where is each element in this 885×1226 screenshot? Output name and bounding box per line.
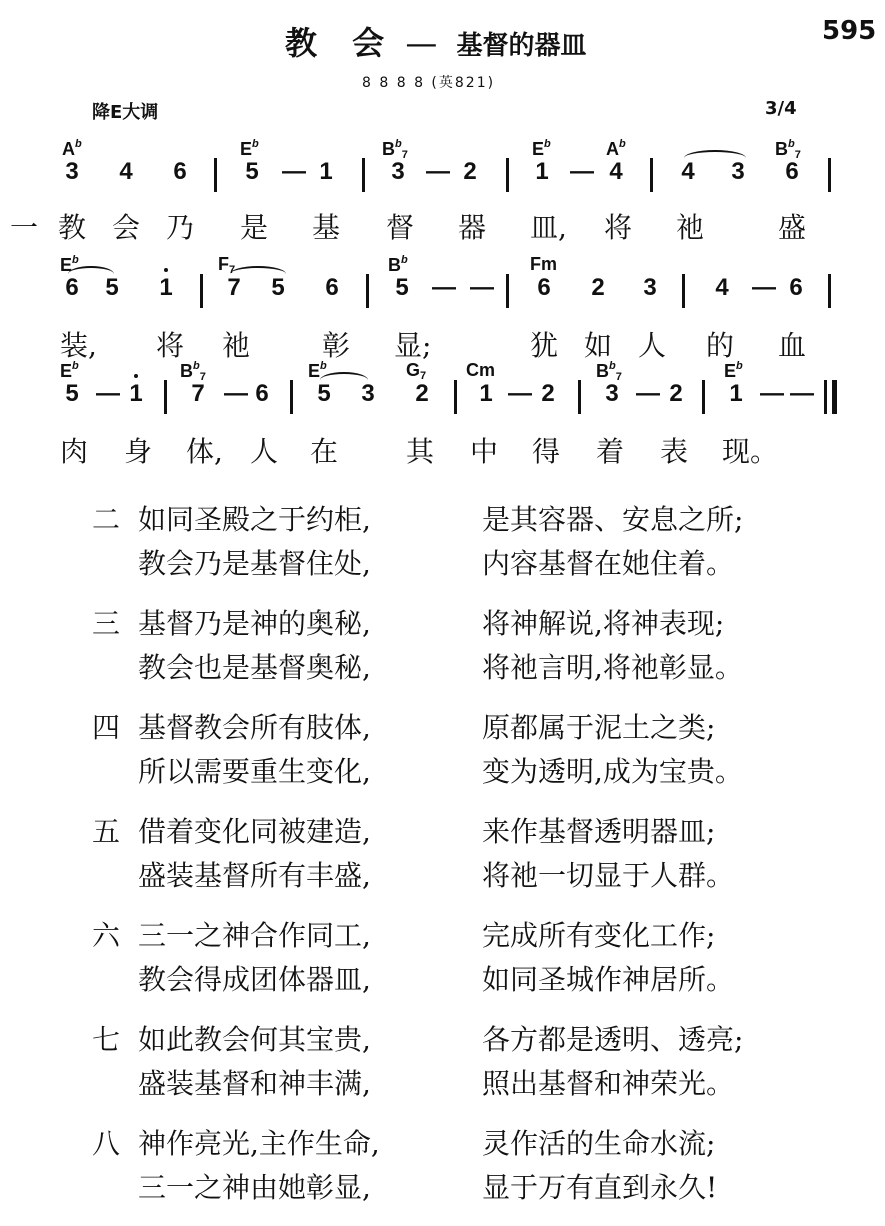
verse-2 — [92, 498, 852, 602]
lyric: 祂 — [676, 211, 705, 244]
verse-line: 盛装基督所有丰盛, — [138, 859, 371, 892]
lyric: 一 — [10, 211, 39, 244]
note: 6 — [255, 380, 269, 407]
verse-line: 基督教会所有肢体, — [138, 711, 371, 744]
verse-line: 变为透明,成为宝贵。 — [482, 755, 743, 788]
verse-7 — [92, 1018, 852, 1122]
final-bar-thick — [832, 380, 837, 414]
bar-line — [682, 274, 685, 308]
note: 4 — [609, 158, 623, 185]
note: 3 — [731, 158, 745, 185]
note: 3 — [643, 274, 657, 301]
lyric: 着 — [596, 435, 625, 468]
verse-line: 如此教会何其宝贵, — [138, 1023, 371, 1056]
note: 1 — [129, 380, 143, 407]
note: 5 — [395, 274, 409, 301]
verse-line: 所以需要重生变化, — [138, 755, 371, 788]
verse-line: 各方都是透明、透亮; — [482, 1023, 744, 1056]
lyric: 乃 — [166, 211, 195, 244]
chord-eb: $E^b$ — [60, 360, 79, 381]
bar-line — [362, 158, 365, 192]
chord-eb: $E^b$ — [60, 254, 79, 275]
lyric: 祂 — [222, 329, 251, 362]
note: 5 — [65, 380, 79, 407]
staff-row-3 — [60, 380, 840, 414]
lyric: 现。 — [722, 435, 779, 468]
chord-cm: Cm — [466, 360, 496, 380]
octave-dot — [164, 268, 168, 272]
lyric: 彰 — [322, 329, 351, 362]
dash: — — [508, 380, 532, 407]
chord-bb7: $B^b_7$ — [180, 360, 206, 383]
hymn-number: 595 — [822, 16, 877, 46]
verse-number: 三 — [92, 607, 121, 640]
verse-line: 教会也是基督奥秘, — [138, 651, 371, 684]
lyric: 人 — [250, 435, 279, 468]
lyric: 督 — [386, 211, 415, 244]
lyric: 是 — [240, 211, 269, 244]
dash: — — [636, 380, 660, 407]
lyric: 得 — [532, 435, 561, 468]
verse-line: 盛装基督和神丰满, — [138, 1067, 371, 1100]
verse-6 — [92, 914, 852, 1018]
verse-number: 四 — [92, 711, 121, 744]
verse-line: 原都属于泥土之类; — [482, 711, 716, 744]
verse-line: 是其容器、安息之所; — [482, 503, 744, 536]
note: 3 — [361, 380, 375, 407]
verse-4 — [92, 706, 852, 810]
note: 7 — [191, 380, 205, 407]
note: 4 — [681, 158, 695, 185]
bar-line — [200, 274, 203, 308]
lyric: 体, — [186, 435, 223, 468]
verse-number: 七 — [92, 1023, 121, 1056]
meter: 8 8 8 8 (英821) — [362, 75, 496, 91]
verse-line: 将祂一切显于人群。 — [482, 859, 735, 892]
bar-line — [164, 380, 167, 414]
verse-line: 内容基督在她住着。 — [482, 547, 735, 580]
chord-eb: $E^b$ — [240, 138, 259, 159]
lyric: 表 — [660, 435, 689, 468]
note: 1 — [729, 380, 743, 407]
final-bar-thin — [824, 380, 827, 414]
dash: — — [282, 158, 306, 185]
staff-row-2 — [60, 274, 840, 308]
verse-3 — [92, 602, 852, 706]
dash: — — [760, 380, 784, 407]
note: 6 — [789, 274, 803, 301]
note: 1 — [159, 274, 173, 301]
title-char-1: 教 — [285, 24, 320, 62]
bar-line — [578, 380, 581, 414]
note: 7 — [227, 274, 241, 301]
dash: — — [426, 158, 450, 185]
note: 2 — [463, 158, 477, 185]
note: 4 — [119, 158, 133, 185]
key-signature: 降E大调 — [92, 102, 159, 123]
note: 2 — [415, 380, 429, 407]
note: 1 — [535, 158, 549, 185]
lyric: 会 — [112, 211, 141, 244]
verse-line: 三一之神合作同工, — [138, 919, 371, 952]
title-subtitle: 基督的器皿 — [456, 31, 587, 61]
verse-line: 将神解说,将神表现; — [482, 607, 725, 640]
lyric: 肉 — [60, 435, 89, 468]
verse-line: 将祂言明,将祂彰显。 — [482, 651, 743, 684]
verses — [92, 498, 852, 1226]
chord-bb7: $B^b_7$ — [382, 138, 408, 161]
lyric: 身 — [124, 435, 153, 468]
chord-eb: $E^b$ — [724, 360, 743, 381]
verse-line: 三一之神由她彰显, — [138, 1171, 371, 1204]
lyric: 其 — [406, 435, 435, 468]
note: 6 — [173, 158, 187, 185]
verse-line: 如同圣殿之于约柜, — [138, 503, 371, 536]
verse-number: 五 — [92, 815, 121, 848]
dash: — — [790, 380, 814, 407]
bar-line — [454, 380, 457, 414]
lyric: 如 — [584, 329, 613, 362]
verse-number: 六 — [92, 919, 121, 952]
lyric: 中 — [470, 435, 499, 468]
note: 4 — [715, 274, 729, 301]
note: 2 — [591, 274, 605, 301]
verse-line: 来作基督透明器皿; — [482, 815, 716, 848]
verse-line: 教会乃是基督住处, — [138, 547, 371, 580]
note: 3 — [65, 158, 79, 185]
octave-dot — [134, 374, 138, 378]
bar-line — [702, 380, 705, 414]
lyric: 显; — [394, 329, 432, 362]
note: 6 — [785, 158, 799, 185]
dash: — — [570, 158, 594, 185]
note: 3 — [391, 158, 405, 185]
dash: — — [224, 380, 248, 407]
lyric: 血 — [778, 329, 807, 362]
note: 5 — [245, 158, 259, 185]
verse-5 — [92, 810, 852, 914]
bar-line — [650, 158, 653, 192]
lyric: 装, — [60, 329, 97, 362]
chord-eb: $E^b$ — [308, 360, 327, 381]
bar-line — [366, 274, 369, 308]
lyric: 器 — [458, 211, 487, 244]
dash: — — [96, 380, 120, 407]
chord-eb: $E^b$ — [532, 138, 551, 159]
verse-line: 显于万有直到永久! — [482, 1171, 718, 1204]
note: 5 — [317, 380, 331, 407]
note: 2 — [541, 380, 555, 407]
chord-fm: Fm — [530, 254, 557, 274]
bar-line — [214, 158, 217, 192]
chord-g7: $G_7$ — [406, 360, 427, 382]
lyric: 盛 — [778, 211, 807, 244]
bar-line — [290, 380, 293, 414]
dash: — — [432, 274, 456, 301]
chord-bb7: $B^b_7$ — [596, 360, 622, 383]
verse-line: 照出基督和神荣光。 — [482, 1067, 735, 1100]
note: 5 — [271, 274, 285, 301]
verse-line: 基督乃是神的奥秘, — [138, 607, 371, 640]
lyric: 将 — [604, 211, 633, 244]
chord-bb7: $B^b_7$ — [775, 138, 801, 161]
verse-line: 完成所有变化工作; — [482, 919, 716, 952]
lyric: 教 — [58, 211, 87, 244]
title-dash: — — [405, 24, 438, 62]
verse-number: 二 — [92, 503, 121, 536]
chord-bb: $B^b$ — [388, 254, 408, 275]
note: 6 — [325, 274, 339, 301]
bar-line — [828, 274, 831, 308]
lyric: 基 — [312, 211, 341, 244]
note: 1 — [319, 158, 333, 185]
verse-line: 如同圣城作神居所。 — [482, 963, 735, 996]
verse-8 — [92, 1122, 852, 1226]
dash: — — [470, 274, 494, 301]
lyric: 人 — [638, 329, 667, 362]
time-signature: 3/4 — [765, 98, 797, 119]
note: 6 — [537, 274, 551, 301]
lyric: 皿, — [530, 211, 567, 244]
note: 2 — [669, 380, 683, 407]
chord-f7: $F_7$ — [218, 254, 236, 276]
verse-line: 借着变化同被建造, — [138, 815, 371, 848]
note: 1 — [479, 380, 493, 407]
hymn-title — [285, 18, 586, 64]
lyric: 犹 — [530, 329, 559, 362]
verse-number: 八 — [92, 1127, 121, 1160]
chord-ab: $A^b$ — [606, 138, 626, 159]
verse-line: 灵作活的生命水流; — [482, 1127, 716, 1160]
chord-ab: $A^b$ — [62, 138, 82, 159]
staff-row-1 — [60, 158, 840, 192]
lyric: 将 — [156, 329, 185, 362]
verse-line: 神作亮光,主作生命, — [138, 1127, 380, 1160]
note: 5 — [105, 274, 119, 301]
note: 6 — [65, 274, 79, 301]
bar-line — [506, 158, 509, 192]
lyric: 的 — [706, 329, 735, 362]
bar-line — [506, 274, 509, 308]
lyric: 在 — [310, 435, 339, 468]
title-char-2: 会 — [352, 24, 387, 62]
bar-line — [828, 158, 831, 192]
dash: — — [752, 274, 776, 301]
note: 3 — [605, 380, 619, 407]
verse-line: 教会得成团体器皿, — [138, 963, 371, 996]
